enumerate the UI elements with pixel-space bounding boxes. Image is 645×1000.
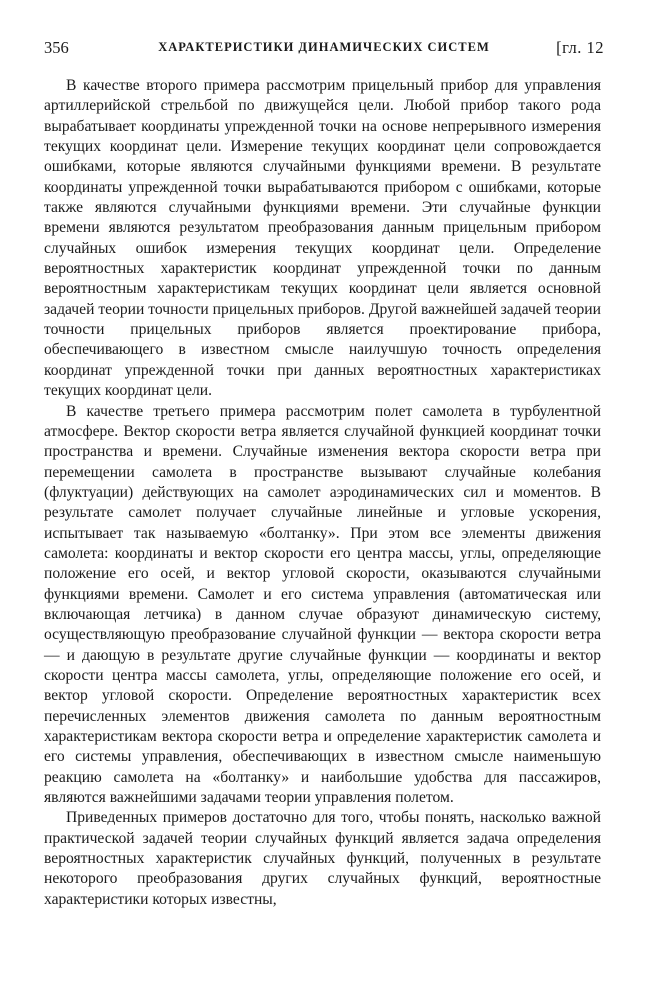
page-body [44,76,601,910]
paragraph-example-aircraft-turbulence: В качестве третьего примера рассмотрим полет самолета в турбулентной атмосфере. Вектор скорости ветра является случайной функцией координат точки пространства и времени. Случайные изменения вектора скорости ветра при перемещении самолета в пространстве вызывают случайные колебания (флуктуации) действующих на самолет аэродинамических сил и моментов. В результате самолет получает случайные линейные и угловые ускорения, испытывает так называемую «болтанку». При этом все элементы движения самолета: координаты и вектор скорости его центра массы, углы, определяющие положение его осей, и вектор угловой скорости, оказываются случайными функциями времени. Самолет и его система управления (автоматическая или включающая летчика) в данном случае образуют динамическую систему, осуществляющую преобразование случайной функции — вектора скорости ветра — и дающую в результате другие случайные функции — координаты и вектор скорости центра массы самолета, углы, определяющие положение его осей, и вектор угловой скорости. Определение вероятностных характеристик всех перечисленных элементов движения самолета по данным вероятностным характеристикам вектора скорости ветра и определение характеристик самолета и его системы управления, обеспечивающих в известном смысле наименьшую реакцию самолета на «болтанку» и наибольшие удобства для пассажиров, являются важнейшими задачами теории управления полетом. [44,402,601,807]
page-header [44,38,604,62]
chapter-reference: [гл. 12 [556,38,604,57]
running-title: ХАРАКТЕРИСТИКИ ДИНАМИЧЕСКИХ СИСТЕМ [158,40,490,54]
page-number: 356 [44,38,69,57]
paragraph-conclusion: Приведенных примеров достаточно для того, чтобы понять, насколько важной практической задачей теории случайных функций является задача определения вероятностных характеристик случайных функций, полученных в результате некоторого преобразования других случайных функций, вероятностные характеристики которых известны, [44,809,601,908]
paragraph-example-sighting-device: В качестве второго примера рассмотрим прицельный прибор для управления артиллерийской стрельбой по движущейся цели. Любой прибор такого рода вырабатывает координаты упрежденной точки на основе непрерывного измерения текущих координат цели. Измерение текущих координат цели сопровождается ошибками, которые являются случайными функциями времени. В результате координаты упрежденной точки вырабатываются прибором с ошибками, которые также являются случайными функциями времени. Эти случайные функции времени являются результатом преобразования данным прицельным прибором случайных ошибок измерения текущих координат цели. Определение вероятностных характеристик координат упрежденной точки по данным вероятностным характеристикам текущих координат цели является основной задачей теории точности прицельных приборов. Другой важнейшей задачей теории точности прицельных приборов является проектирование прибора, обеспечивающего в известном смысле наилучшую точность определения координат упрежденной точки при данных вероятностных характеристиках текущих координат цели. [44,77,601,400]
